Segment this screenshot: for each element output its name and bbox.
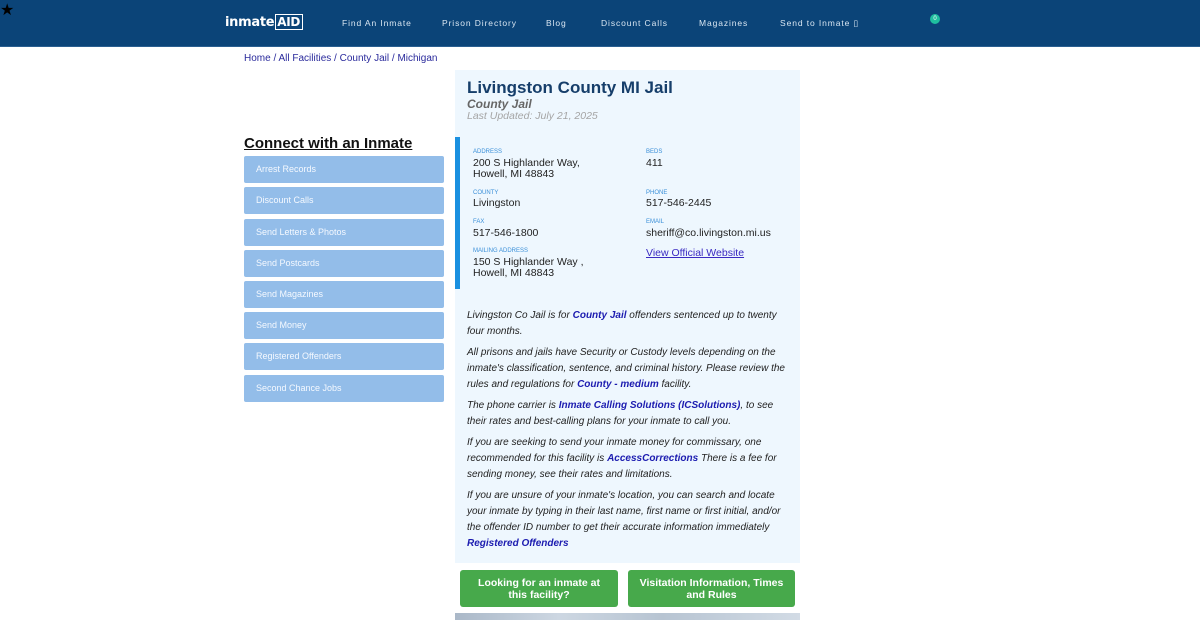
cart-count-badge[interactable]: 0 (930, 14, 940, 24)
mailing-address-line1: 150 S Highlander Way , (473, 256, 584, 268)
breadcrumb-michigan[interactable]: Michigan (397, 53, 438, 64)
fax-value: 517-546-1800 (473, 227, 539, 239)
icsolutions-link[interactable]: Inmate Calling Solutions (ICSolutions) (558, 400, 741, 411)
breadcrumb-separator: / (331, 53, 340, 64)
mailing-address-line2: Howell, MI 48843 (473, 267, 555, 279)
facility-photo (455, 613, 800, 620)
mailing-address-label: MAILING ADDRESS (473, 248, 529, 254)
nav-magazines[interactable]: Magazines (699, 18, 749, 28)
logo-star-icon: ★ (0, 2, 15, 19)
county-medium-link[interactable]: County - medium (577, 379, 659, 390)
sidebar-title: Connect with an Inmate (244, 135, 413, 152)
breadcrumb-separator: / (389, 53, 398, 64)
text: If you are seeking to send your inmate money for commissary, one recommended for this facility is (467, 437, 762, 464)
description-paragraph-3 (467, 398, 792, 430)
nav-find-an-inmate[interactable]: Find An Inmate (342, 18, 412, 28)
sidebar-item-registered-offenders[interactable]: Registered Offenders (244, 343, 444, 370)
nav-blog[interactable]: Blog (546, 18, 567, 28)
address-line1: 200 S Highlander Way, (473, 157, 580, 169)
county-jail-link[interactable]: County Jail (572, 310, 627, 321)
sidebar-item-arrest-records[interactable]: Arrest Records (244, 156, 444, 183)
county-label: COUNTY (473, 190, 499, 196)
description-paragraph-5 (467, 488, 792, 552)
visitation-info-button[interactable]: Visitation Information, Times and Rules (628, 570, 795, 607)
accesscorrections-link[interactable]: AccessCorrections (607, 453, 699, 464)
info-accent-bar (455, 137, 460, 289)
address-label: ADDRESS (473, 149, 503, 155)
text: There is a fee for sending money, see their rates and limitations. (467, 453, 777, 480)
logo-text: inmate (225, 15, 275, 30)
description-paragraph-4 (467, 435, 792, 483)
fax-label: FAX (473, 219, 485, 225)
text: The phone carrier is (467, 400, 559, 411)
sidebar-item-send-postcards[interactable]: Send Postcards (244, 250, 444, 277)
breadcrumb-county-jail[interactable]: County Jail (339, 53, 390, 64)
logo-aid-text: AID (275, 14, 303, 30)
breadcrumb-home[interactable]: Home (244, 53, 271, 64)
text: If you are unsure of your inmate's location, you can search and locate your inmate by typing in their last name, first name or first initial, and/or the offender ID number to get their accurate information immediately (467, 490, 781, 533)
text: facility. (658, 379, 692, 390)
phone-label: PHONE (646, 190, 668, 196)
sidebar-item-second-chance-jobs[interactable]: Second Chance Jobs (244, 375, 444, 402)
beds-value: 411 (646, 157, 663, 169)
facility-type: County Jail (467, 97, 532, 111)
official-website-link[interactable]: View Official Website (646, 247, 745, 259)
text: Livingston Co Jail is for (467, 310, 573, 321)
nav-discount-calls[interactable]: Discount Calls (601, 18, 668, 28)
county-value: Livingston (473, 197, 521, 209)
breadcrumb-separator: / (270, 53, 279, 64)
text: offenders sentenced up to twenty four months. (467, 310, 777, 337)
email-label: EMAIL (646, 219, 665, 225)
address-line2: Howell, MI 48843 (473, 168, 555, 180)
breadcrumb (244, 53, 437, 64)
sidebar-item-send-magazines[interactable]: Send Magazines (244, 281, 444, 308)
last-updated: Last Updated: July 21, 2025 (467, 110, 598, 122)
text: All prisons and jails have Security or Custody levels depending on the inmate's classification, sentence, and criminal history. Please review the rules and regulations for (467, 347, 785, 390)
top-navbar (0, 0, 1200, 47)
inmateaid-logo[interactable] (225, 15, 303, 30)
nav-send-to-inmate[interactable]: Send to Inmate ▯ (780, 18, 860, 28)
nav-prison-directory[interactable]: Prison Directory (442, 18, 517, 28)
sidebar-item-send-money[interactable]: Send Money (244, 312, 444, 339)
find-inmate-at-facility-button[interactable]: Looking for an inmate at this facility? (460, 570, 618, 607)
beds-label: BEDS (646, 149, 663, 155)
email-value: sheriff@co.livingston.mi.us (646, 227, 771, 239)
sidebar-item-send-letters-photos[interactable]: Send Letters & Photos (244, 219, 444, 246)
facility-name: Livingston County MI Jail (467, 78, 673, 97)
sidebar-item-discount-calls[interactable]: Discount Calls (244, 187, 444, 214)
registered-offenders-link[interactable]: Registered Offenders (467, 538, 569, 549)
description-paragraph-1 (467, 308, 792, 340)
description-paragraph-2 (467, 345, 792, 393)
text: , to see their rates and best-calling plans for your inmate to call you. (467, 400, 774, 427)
breadcrumb-all-facilities[interactable]: All Facilities (278, 53, 332, 64)
phone-value: 517-546-2445 (646, 197, 712, 209)
